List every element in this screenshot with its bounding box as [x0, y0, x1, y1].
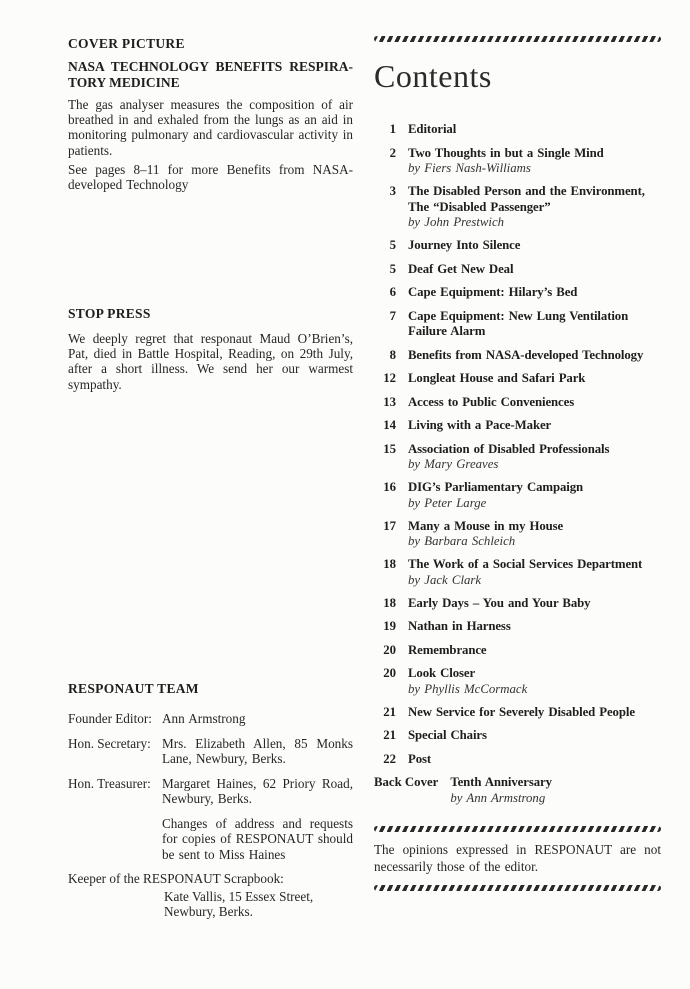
team-entry-role: Hon. Secretary: — [68, 735, 151, 751]
stop-press-body: We deeply regret that responaut Maud O’Brien’s, Pat, died in Battle Hospital, Reading, on 29th July, after a short illness. We send her our warmest sympathy. — [68, 331, 353, 392]
disclaimer-text: The opinions expressed in RESPONAUT are not necessarily those of the editor. — [374, 842, 661, 874]
team-entry — [68, 736, 353, 767]
toc-page-number: 20 — [383, 666, 396, 680]
toc-entry-text — [408, 184, 661, 230]
toc-item — [374, 557, 661, 588]
decorative-rule-middle — [374, 826, 661, 832]
toc-article-title: Special Chairs — [408, 728, 487, 742]
toc-entry-text — [408, 238, 520, 254]
toc-item — [374, 184, 661, 230]
toc-page-number: 12 — [383, 371, 396, 385]
toc-entry-text — [408, 309, 661, 340]
toc-article-title: Look Closer — [408, 666, 476, 680]
toc-entry-text — [408, 666, 527, 697]
toc-page-number: 7 — [389, 308, 396, 323]
toc-item — [374, 519, 661, 550]
toc-byline: by Phyllis McCormack — [408, 681, 528, 696]
team-entry-value: Changes of address and requests for copies of RESPONAUT should be sent to Miss Haines — [162, 815, 353, 862]
toc-page-number: 15 — [383, 441, 396, 456]
toc-byline: by Ann Armstrong — [450, 790, 546, 805]
toc-item — [374, 348, 661, 364]
toc-entry-text — [408, 418, 551, 434]
toc-page-number: 14 — [383, 418, 396, 432]
toc-entry-text — [408, 146, 604, 177]
toc-item — [374, 285, 661, 301]
toc-item — [374, 262, 661, 278]
toc-entry-text — [408, 705, 635, 721]
scrapbook-keeper — [68, 871, 353, 920]
toc-item — [374, 309, 661, 340]
toc-item — [374, 596, 661, 612]
toc-entry-text — [408, 442, 609, 473]
toc-entry-text — [408, 395, 574, 411]
toc-page-number: 8 — [389, 347, 396, 362]
toc-byline: by John Prestwich — [408, 215, 505, 229]
toc-entry-text — [408, 643, 487, 659]
toc-page-number: 22 — [383, 751, 396, 766]
toc-item — [374, 442, 661, 473]
toc-article-title: Cape Equipment: Hilary’s Bed — [408, 285, 578, 299]
toc-item — [374, 666, 661, 697]
cover-picture-note: See pages 8–11 for more Benefits from NASA-developed Technology — [68, 161, 353, 193]
toc-page-number: 16 — [383, 480, 396, 494]
scrapbook-keeper-address-line2: Newbury, Berks. — [164, 904, 253, 919]
toc-item — [374, 752, 661, 768]
toc-article-title: Benefits from NASA-developed Technology — [408, 347, 644, 362]
toc-article-title: Access to Public Conveniences — [408, 394, 575, 409]
toc-article-title: Longleat House and Safari Park — [408, 371, 586, 385]
toc-entry-text — [408, 371, 585, 387]
toc-byline: by Peter Large — [408, 495, 487, 510]
toc-page-number: 13 — [383, 394, 396, 409]
toc-byline: by Mary Greaves — [408, 457, 499, 471]
toc-article-title: Journey Into Silence — [408, 238, 521, 252]
toc-article-title: New Service for Severely Disabled People — [408, 704, 635, 719]
toc-item — [374, 480, 661, 511]
contents-title: Contents — [374, 58, 492, 94]
team-entry-value: Mrs. Elizabeth Allen, 85 Monks Lane, Newbury, Berks. — [162, 735, 353, 766]
cover-picture-heading: COVER PICTURE — [68, 36, 185, 51]
scrapbook-keeper-label: Keeper of the RESPONAUT Scrapbook: — [68, 871, 284, 886]
toc-byline: by Fiers Nash-Williams — [408, 161, 531, 175]
toc-article-title: Editorial — [408, 122, 457, 136]
toc-page-number: Back Cover — [374, 775, 439, 789]
toc-page-number: 18 — [383, 595, 396, 610]
contents-list — [374, 122, 661, 806]
toc-article-title: Living with a Pace-Maker — [408, 418, 552, 432]
cover-picture-body: The gas analyser measures the composition of air breathed in and exhaled from the lungs as an aid in monitoring pulmonary and cardiovascular activity in patients. — [68, 97, 353, 158]
toc-entry-text — [408, 596, 590, 612]
toc-entry-text — [408, 752, 431, 768]
team-entry-role — [68, 816, 162, 863]
toc-entry-text — [450, 775, 552, 806]
toc-entry-text — [408, 285, 577, 301]
cover-picture-section — [68, 36, 353, 196]
toc-entry-text — [408, 728, 487, 744]
toc-article-title: The Disabled Person and the Environment, The “Disabled Passenger” — [408, 184, 645, 214]
stop-press-heading: STOP PRESS — [68, 306, 151, 321]
toc-page-number: 6 — [389, 285, 396, 299]
toc-page-number: 2 — [389, 145, 396, 160]
toc-page-number: 5 — [389, 238, 396, 252]
toc-page-number: 5 — [389, 261, 396, 276]
responaut-team-heading: RESPONAUT TEAM — [68, 681, 199, 696]
toc-article-title: Association of Disabled Professionals — [408, 441, 610, 456]
toc-page-number: 3 — [389, 184, 396, 198]
toc-entry-text — [408, 122, 456, 138]
toc-item — [374, 395, 661, 411]
toc-entry-text — [408, 480, 583, 511]
toc-item — [374, 705, 661, 721]
toc-article-title: Cape Equipment: New Lung Ventilation Failure Alarm — [408, 308, 629, 338]
decorative-rule-top — [374, 36, 661, 42]
decorative-rule-bottom — [374, 885, 661, 891]
toc-entry-text — [408, 262, 513, 278]
team-entry — [68, 776, 353, 807]
toc-page-number: 17 — [383, 518, 396, 533]
toc-page-number: 1 — [389, 122, 396, 136]
toc-item — [374, 775, 661, 806]
team-entry — [68, 711, 353, 727]
scrapbook-keeper-address-line1: Kate Vallis, 15 Essex Street, — [164, 888, 314, 904]
toc-byline: by Barbara Schleich — [408, 534, 516, 548]
toc-byline: by Jack Clark — [408, 572, 482, 587]
toc-entry-text — [408, 519, 563, 550]
team-entry-role: Founder Editor: — [68, 711, 152, 726]
toc-page-number: 18 — [383, 557, 396, 571]
team-entry-role: Hon. Treasurer: — [68, 775, 151, 791]
toc-article-title: Deaf Get New Deal — [408, 261, 514, 276]
team-entry-value: Ann Armstrong — [162, 711, 246, 726]
toc-article-title: Many a Mouse in my House — [408, 518, 564, 533]
toc-article-title: Post — [408, 751, 432, 766]
toc-item — [374, 418, 661, 434]
toc-page-number: 19 — [383, 619, 396, 633]
team-entry-value: Margaret Haines, 62 Priory Road, Newbury, Berks. — [162, 775, 353, 806]
toc-item — [374, 643, 661, 659]
toc-article-title: DIG’s Parliamentary Campaign — [408, 480, 584, 494]
toc-article-title: Early Days – You and Your Baby — [408, 595, 591, 610]
toc-article-title: The Work of a Social Services Department — [408, 557, 643, 571]
team-entries — [68, 711, 353, 862]
toc-item — [374, 371, 661, 387]
toc-article-title: Tenth Anniversary — [450, 775, 552, 789]
toc-article-title: Nathan in Harness — [408, 619, 511, 633]
toc-entry-text — [408, 348, 643, 364]
toc-page-number: 20 — [383, 642, 396, 657]
toc-entry-text — [408, 557, 642, 588]
footer-block — [374, 826, 661, 891]
toc-page-number: 21 — [383, 728, 396, 742]
toc-entry-text — [408, 619, 511, 635]
toc-item — [374, 122, 661, 138]
toc-article-title: Remembrance — [408, 642, 487, 657]
toc-article-title: Two Thoughts in but a Single Mind — [408, 145, 604, 160]
cover-picture-subheading: NASA TECHNOLOGY BENEFITS RESPIRA-TORY MEDICINE — [68, 59, 353, 90]
toc-item — [374, 619, 661, 635]
toc-item — [374, 146, 661, 177]
team-entry — [68, 816, 353, 863]
toc-page-number: 21 — [383, 704, 396, 719]
stop-press-section — [68, 306, 353, 396]
toc-item — [374, 728, 661, 744]
contents-column — [374, 0, 661, 989]
responaut-team-section — [68, 681, 353, 920]
toc-item — [374, 238, 661, 254]
